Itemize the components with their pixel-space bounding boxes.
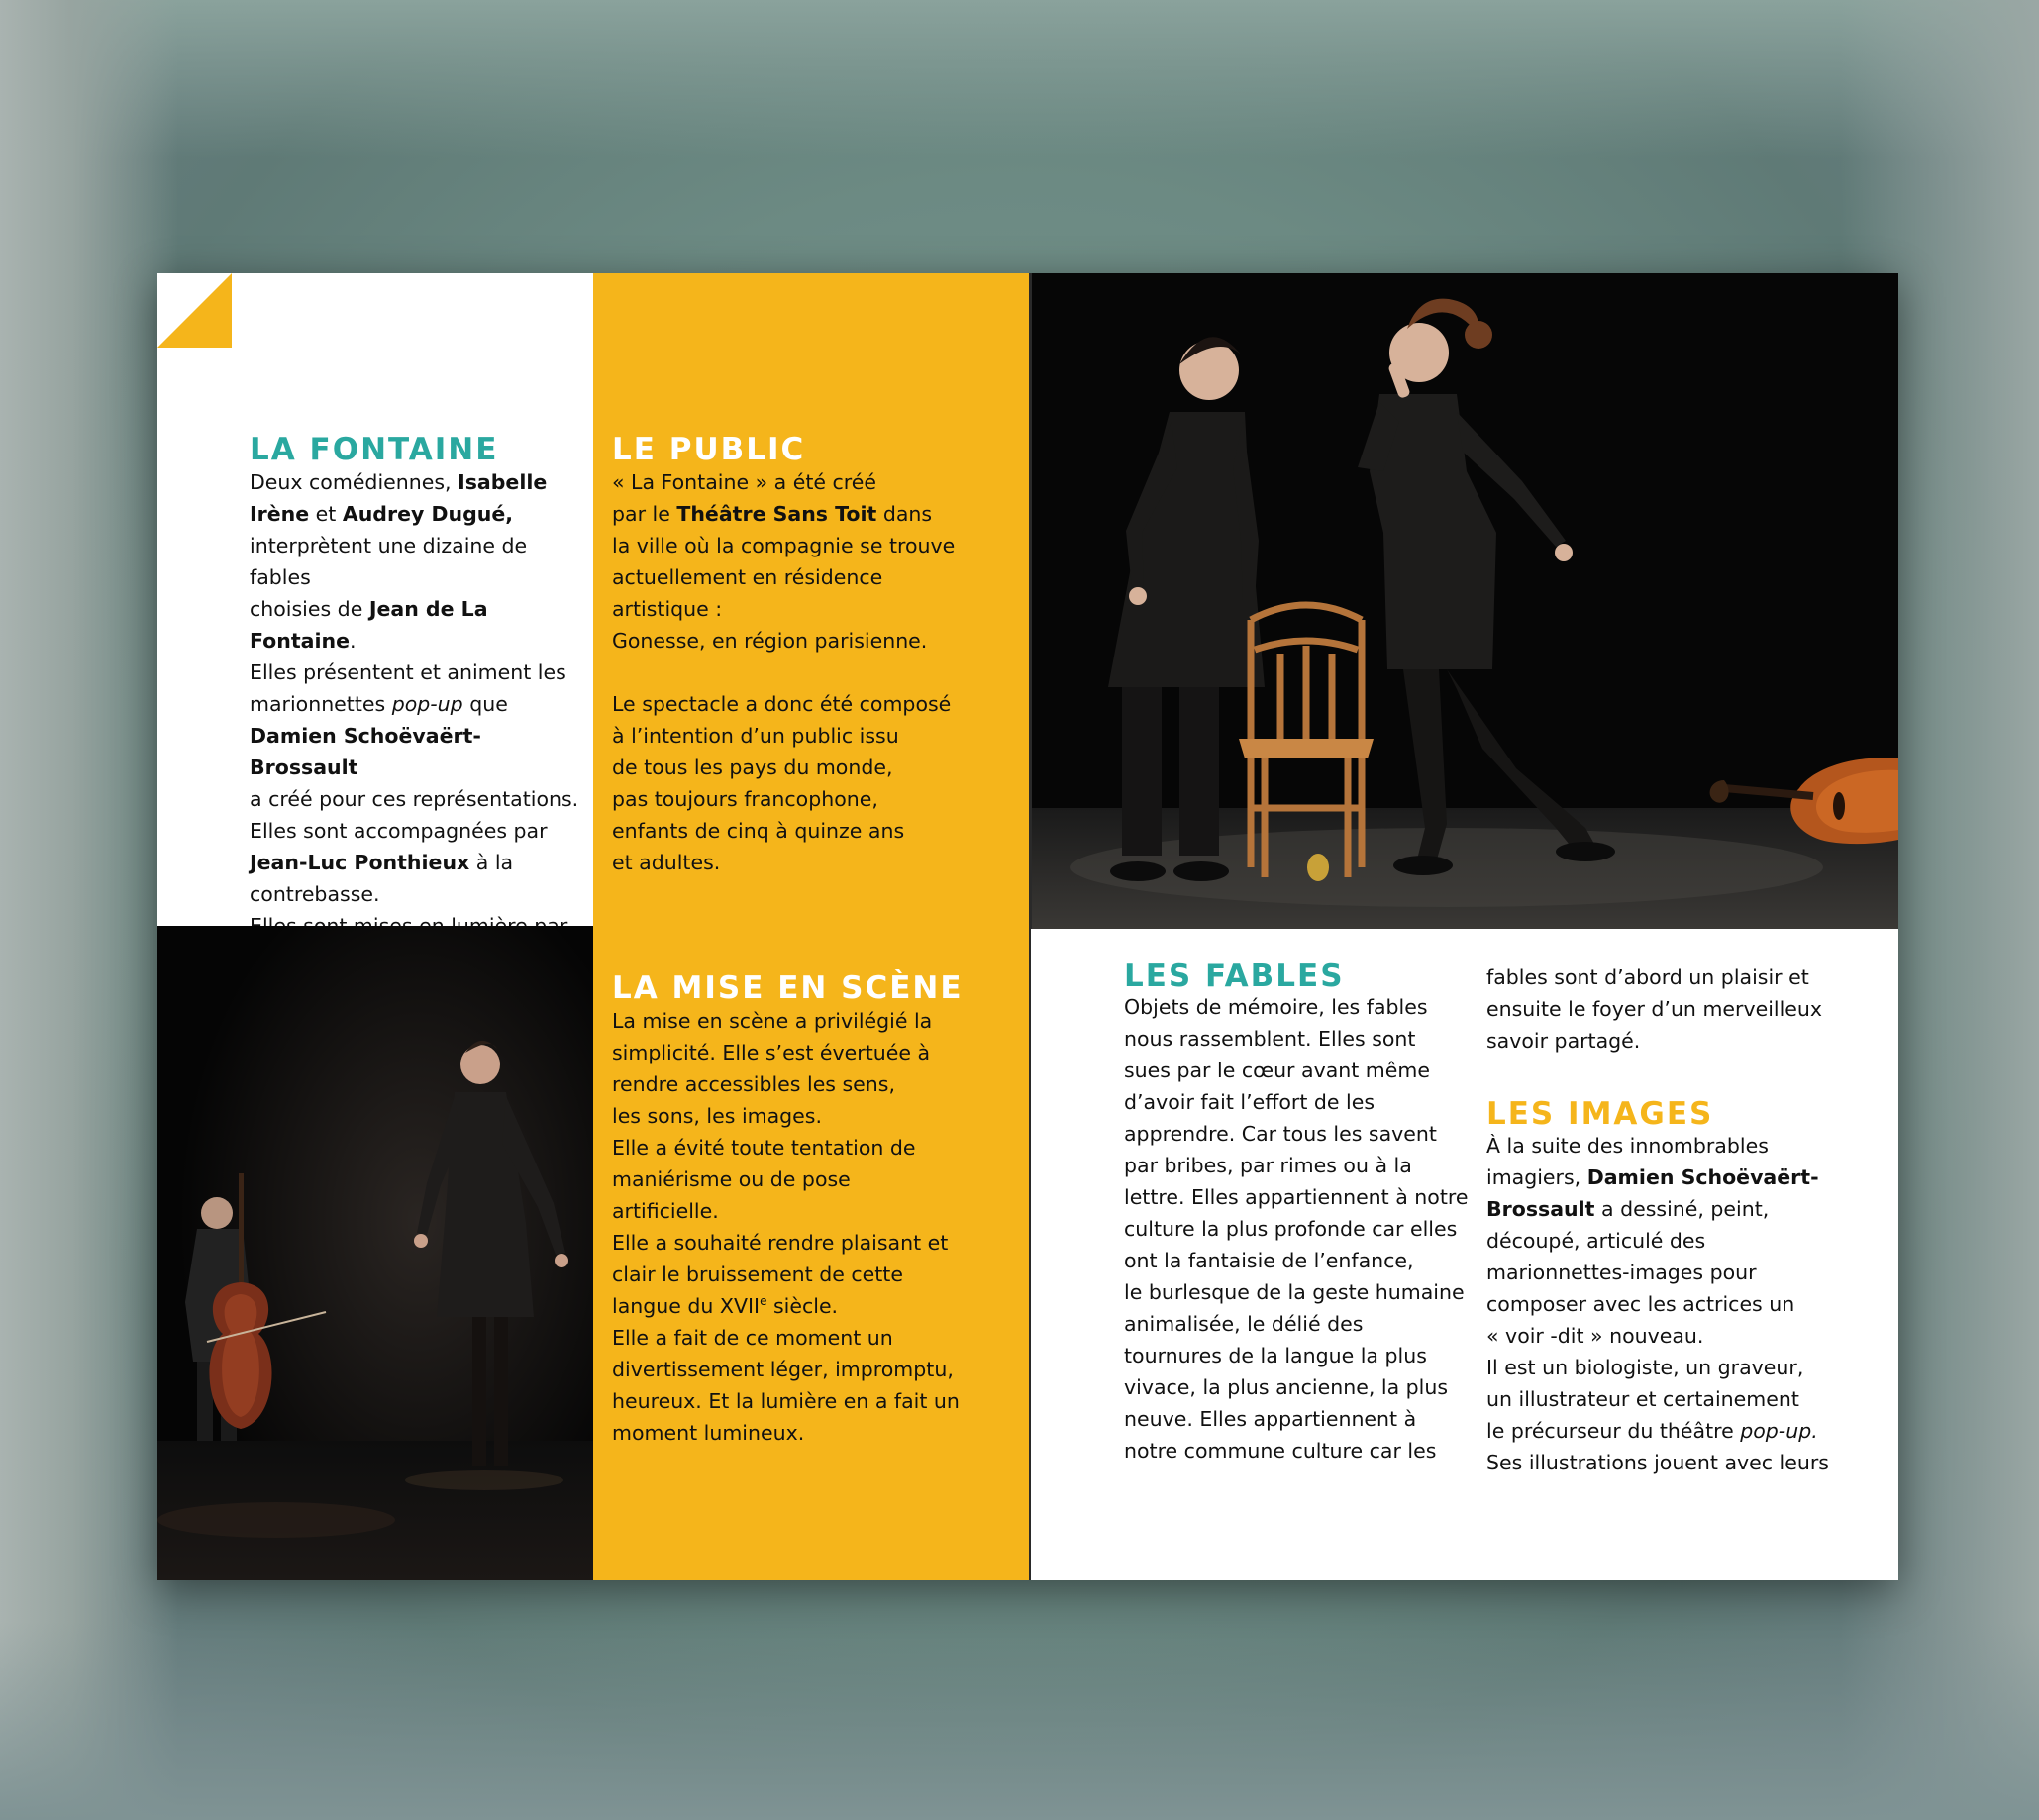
la-fontaine-text: Deux comédiennes, Isabelle Irène et Audrey Dugué, interprètent une dizaine de fables choisies de Jean de La Fontaine. Elles présentent et animent les marionnettes pop-up que Damien Schoëvaërt-Brossault a créé pour ces représentations. Elles sont accompagnées par Jean-Luc Ponthieux à la contrebasse. — [250, 470, 579, 906]
stage-photo-illustration-2 — [1031, 273, 1898, 929]
la-fontaine-panel — [157, 273, 593, 926]
background-top-blur — [0, 0, 2039, 158]
les-fables-text-col1: Objets de mémoire, les fables nous rassemblent. Elles sont sues par le cœur avant même d’avoir fait l’effort de les apprendre. Car tous les savent par bribes, par rimes ou à la lettre. Elles appartiennent à notre culture la plus profonde car elles ont la fantaisie de l’enfance, le burlesque de la geste humaine animalisée, le délié des tournures de la langue la plus vivace, la plus ancienne, la plus neuve. Elles appartiennent à notre commune culture car les — [1124, 995, 1469, 1463]
mise-en-scene-heading: LA MISE EN SCÈNE — [612, 970, 964, 1006]
le-public-heading: LE PUBLIC — [612, 432, 806, 467]
les-fables-heading: LES FABLES — [1124, 959, 1345, 994]
la-fontaine-heading: LA FONTAINE — [250, 432, 499, 467]
fables-images-panel — [1031, 929, 1898, 1580]
yellow-column — [593, 273, 1030, 1580]
brochure-spread — [157, 273, 1898, 1580]
mise-en-scene-text: La mise en scène a privilégié la simplicité. Elle s’est évertuée à rendre accessibles les sens, les sons, les images. Elle a évité toute tentation de maniérisme ou de pose artificielle. Elle a souhaité rendre plaisant et clair le bruissement de cette langue du XVIIe siècle. Elle a fait de ce moment un divertissement léger, impromptu, heureux. Et la lumière en a fait un moment lumineux. — [612, 1009, 960, 1445]
stage-photo-illustration — [157, 926, 593, 1580]
corner-triangle-icon — [157, 273, 232, 348]
les-fables-text-col2: fables sont d’abord un plaisir et ensuite le foyer d’un merveilleux savoir partagé. — [1486, 965, 1823, 1053]
le-public-text: « La Fontaine » a été créé par le Théâtre Sans Toit dans la ville où la compagnie se trouve actuellement en résidence artistique : Gonesse, en région parisienne. Le spectacle a donc été composé à l’intention d’un public issu de tous les pays du monde, pas toujours francophone, enfants de cinq à quinze ans et adultes. — [612, 470, 956, 874]
background-left-blur — [0, 0, 178, 1820]
les-images-text: À la suite des innombrables imagiers, Damien Schoëvaërt- Brossault a dessiné, peint, découpé, articulé des marionnettes-images pour composer avec les actrices un « voir -dit » nouveau. Il est un biologiste, un graveur, un illustrateur et certainement le précurseur du théâtre pop-up. Ses illustrations jouent avec leurs — [1486, 1134, 1829, 1474]
stage-photo-two-actresses — [1031, 273, 1898, 929]
background-bottom-blur — [0, 1622, 2039, 1820]
les-images-heading: LES IMAGES — [1486, 1096, 1714, 1132]
stage-photo-actress-bassist — [157, 926, 593, 1580]
